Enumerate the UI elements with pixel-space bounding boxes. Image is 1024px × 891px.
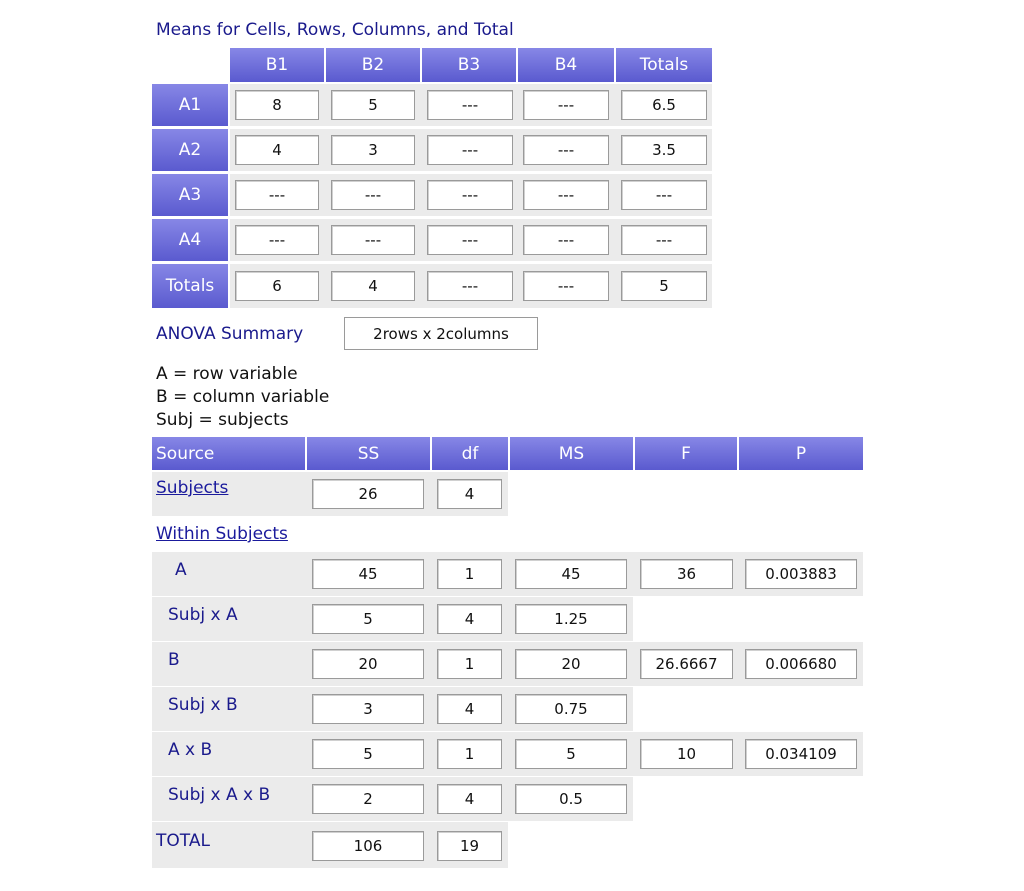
anova-row-b-label: B [168,650,180,670]
anova-axb-ss: 5 [312,739,424,769]
mean-cell-a3-b4: --- [523,180,609,210]
anova-a-df: 1 [437,559,502,589]
anova-header-f: F [635,437,737,470]
anova-subj-axb-ss: 2 [312,784,424,814]
legend-line-a: A = row variable [156,364,298,384]
mean-cell-totals-b3: --- [427,271,513,301]
mean-cell-a1-b2: 5 [331,90,415,120]
row-header-totals: Totals [152,264,228,308]
anova-header-source: Source [152,437,305,470]
anova-total-df: 19 [437,831,502,861]
mean-cell-a1-b1: 8 [235,90,319,120]
anova-subj-b-ss: 3 [312,694,424,724]
anova-axb-ms: 5 [515,739,627,769]
anova-row-subj-a-label: Subj x A [168,605,238,625]
mean-cell-a4-total: --- [621,225,707,255]
row-header-a4: A4 [152,219,228,261]
anova-b-ss: 20 [312,649,424,679]
anova-header-p: P [739,437,863,470]
mean-cell-a3-b1: --- [235,180,319,210]
anova-subj-a-ms: 1.25 [515,604,627,634]
anova-a-ss: 45 [312,559,424,589]
col-header-b1: B1 [230,48,324,82]
anova-b-ms: 20 [515,649,627,679]
anova-header-df: df [432,437,508,470]
anova-axb-p: 0.034109 [745,739,857,769]
legend-line-b: B = column variable [156,387,330,407]
anova-b-f: 26.6667 [640,649,733,679]
col-header-b3: B3 [422,48,516,82]
anova-row-axb-label: A x B [168,740,213,760]
anova-b-df: 1 [437,649,502,679]
row-header-a2: A2 [152,129,228,171]
subjects-ss: 26 [312,479,424,509]
row-header-a3: A3 [152,174,228,216]
anova-subj-axb-ms: 0.5 [515,784,627,814]
anova-subj-b-df: 4 [437,694,502,724]
mean-cell-a2-b3: --- [427,135,513,165]
mean-cell-a4-b3: --- [427,225,513,255]
anova-axb-df: 1 [437,739,502,769]
col-header-b4: B4 [518,48,614,82]
subjects-df: 4 [437,479,502,509]
mean-cell-a1-b4: --- [523,90,609,120]
mean-cell-a1-total: 6.5 [621,90,707,120]
mean-cell-a3-total: --- [621,180,707,210]
anova-axb-f: 10 [640,739,733,769]
mean-cell-a2-b4: --- [523,135,609,165]
subjects-link[interactable]: Subjects [156,478,229,498]
anova-a-p: 0.003883 [745,559,857,589]
mean-cell-a4-b1: --- [235,225,319,255]
anova-subj-b-ms: 0.75 [515,694,627,724]
within-subjects-link[interactable]: Within Subjects [156,524,288,544]
anova-b-p: 0.006680 [745,649,857,679]
mean-cell-a2-total: 3.5 [621,135,707,165]
anova-header-ss: SS [307,437,430,470]
mean-cell-totals-b1: 6 [235,271,319,301]
anova-header-ms: MS [510,437,633,470]
means-title: Means for Cells, Rows, Columns, and Total [156,20,514,40]
design-field: 2rows x 2columns [344,317,538,350]
mean-cell-a4-b2: --- [331,225,415,255]
legend-line-subj: Subj = subjects [156,410,289,430]
anova-subj-a-ss: 5 [312,604,424,634]
anova-a-f: 36 [640,559,733,589]
anova-row-a-label: A [175,560,187,580]
mean-cell-a3-b2: --- [331,180,415,210]
mean-cell-a2-b1: 4 [235,135,319,165]
anova-subj-axb-df: 4 [437,784,502,814]
col-header-totals: Totals [616,48,712,82]
mean-cell-a1-b3: --- [427,90,513,120]
anova-subj-a-df: 4 [437,604,502,634]
mean-cell-a4-b4: --- [523,225,609,255]
mean-cell-totals-b2: 4 [331,271,415,301]
anova-summary-label: ANOVA Summary [156,324,304,344]
anova-row-subj-axb-label: Subj x A x B [168,785,271,805]
mean-cell-a2-b2: 3 [331,135,415,165]
anova-total-ss: 106 [312,831,424,861]
anova-row-total-label: TOTAL [156,831,210,851]
mean-cell-a3-b3: --- [427,180,513,210]
anova-a-ms: 45 [515,559,627,589]
row-header-a1: A1 [152,84,228,126]
col-header-b2: B2 [326,48,420,82]
anova-row-subj-b-label: Subj x B [168,695,238,715]
mean-cell-totals-b4: --- [523,271,609,301]
mean-cell-grand-total: 5 [621,271,707,301]
